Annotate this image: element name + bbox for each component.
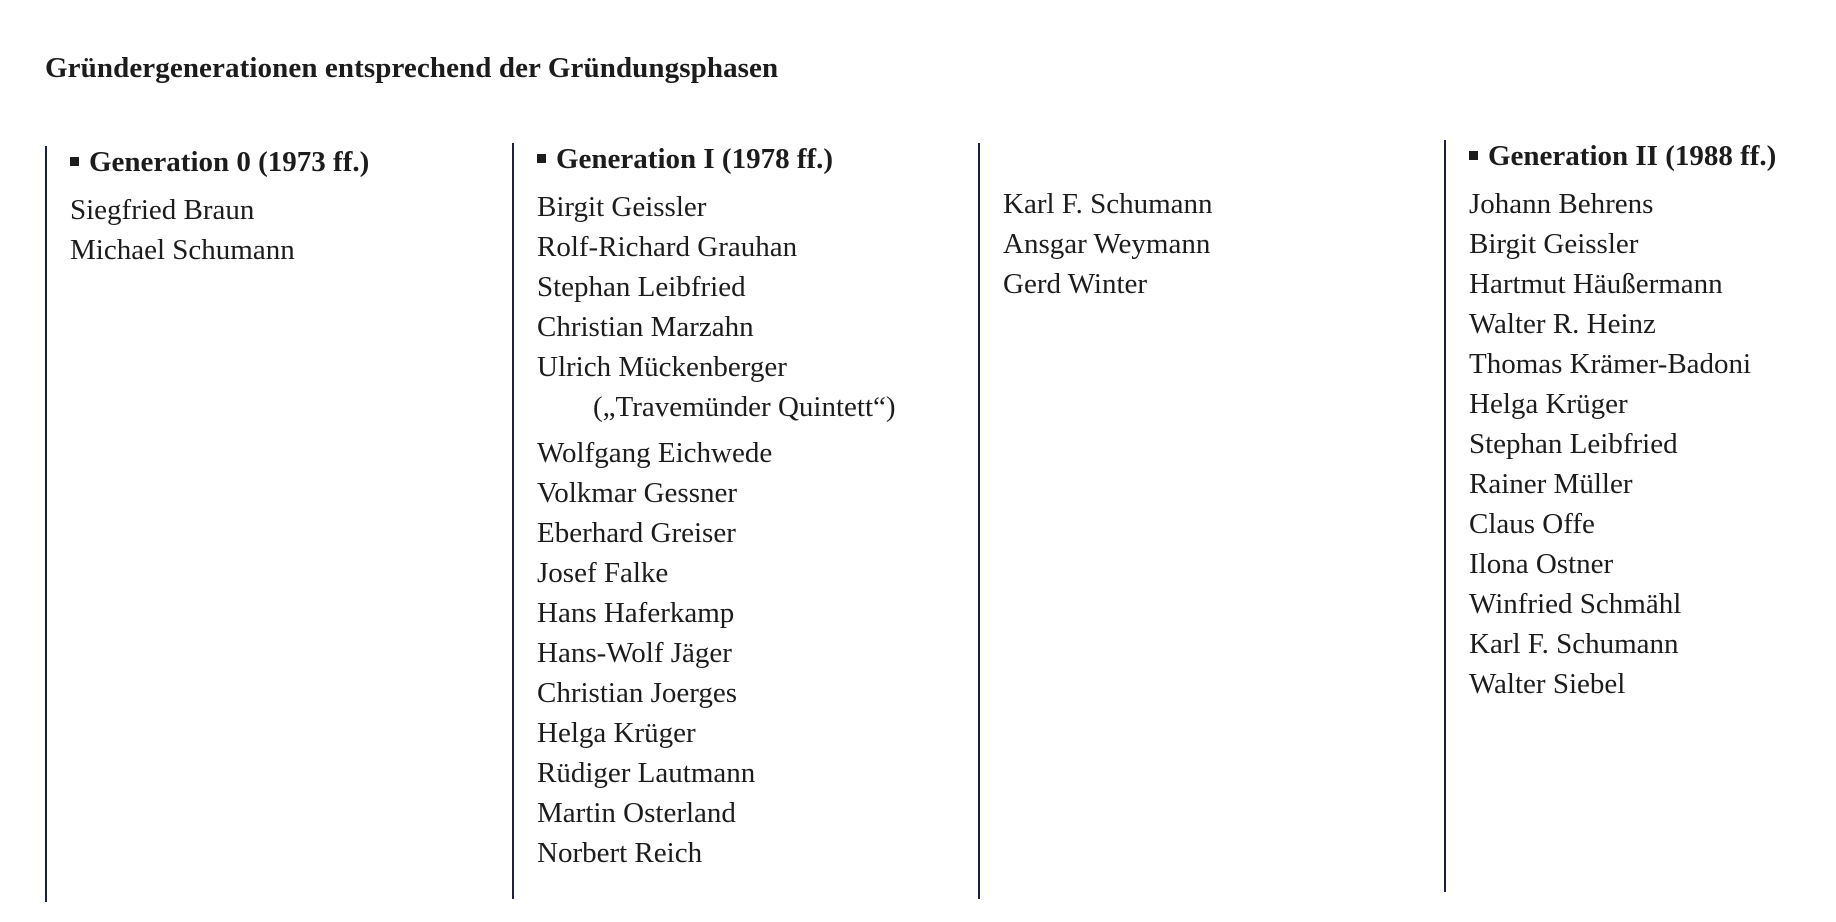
list-item: Ansgar Weymann: [1003, 228, 1211, 260]
generation-2-heading: [1469, 140, 1776, 173]
list-item: Martin Osterland: [537, 797, 736, 829]
list-item: Stephan Leibfried: [1469, 428, 1678, 460]
list-item: Karl F. Schumann: [1003, 188, 1213, 220]
list-item: Ulrich Mückenberger: [537, 351, 787, 383]
generation-0-heading: [70, 146, 369, 179]
list-item: Winfried Schmähl: [1469, 588, 1682, 620]
list-item: Ilona Ostner: [1469, 548, 1614, 580]
list-item: Wolfgang Eichwede: [537, 437, 773, 469]
list-item: Hartmut Häußermann: [1469, 268, 1723, 300]
list-item: Walter R. Heinz: [1469, 308, 1656, 340]
column-divider: [45, 146, 47, 902]
generation-1-continuation-names: [1003, 184, 1213, 304]
generation-1-heading-text: Generation I (1978 ff.): [556, 143, 834, 175]
group-note: („Travemünder Quintett“): [593, 391, 896, 423]
list-item: Birgit Geissler: [1469, 228, 1639, 260]
list-item: Rüdiger Lautmann: [537, 757, 756, 789]
list-item: Claus Offe: [1469, 508, 1595, 540]
list-item: Helga Krüger: [1469, 388, 1628, 420]
generation-0-heading-text: Generation 0 (1973 ff.): [89, 146, 370, 178]
list-item: Walter Siebel: [1469, 668, 1626, 700]
list-item: Gerd Winter: [1003, 268, 1148, 300]
square-bullet-icon: [537, 154, 546, 163]
page-title: Gründergenerationen entsprechend der Gründungsphasen: [45, 52, 779, 84]
list-item: Rainer Müller: [1469, 468, 1633, 500]
generation-2-names: [1469, 184, 1751, 704]
list-item: Karl F. Schumann: [1469, 628, 1679, 660]
column-divider: [978, 143, 980, 899]
list-item: Christian Marzahn: [537, 311, 754, 343]
list-item: Volkmar Gessner: [537, 477, 738, 509]
list-item: Stephan Leibfried: [537, 271, 746, 303]
list-item: Josef Falke: [537, 557, 669, 589]
column-divider: [1444, 140, 1446, 892]
square-bullet-icon: [70, 157, 79, 166]
list-item: Hans-Wolf Jäger: [537, 637, 732, 669]
list-item: Michael Schumann: [70, 234, 295, 266]
list-item: Birgit Geissler: [537, 191, 707, 223]
list-item: Norbert Reich: [537, 837, 703, 869]
list-item: Helga Krüger: [537, 717, 696, 749]
square-bullet-icon: [1469, 151, 1478, 160]
generation-1-heading: [537, 143, 833, 176]
list-item: Siegfried Braun: [70, 194, 255, 226]
list-item: Rolf-Richard Grauhan: [537, 231, 798, 263]
list-item: Christian Joerges: [537, 677, 738, 709]
list-item: Eberhard Greiser: [537, 517, 736, 549]
column-divider: [512, 143, 514, 899]
generation-0-names: [70, 190, 295, 270]
list-item: Thomas Krämer-Badoni: [1469, 348, 1752, 380]
list-item: Hans Haferkamp: [537, 597, 735, 629]
list-item: Johann Behrens: [1469, 188, 1654, 220]
generation-2-heading-text: Generation II (1988 ff.): [1488, 140, 1777, 172]
generation-1-names: [537, 187, 896, 873]
